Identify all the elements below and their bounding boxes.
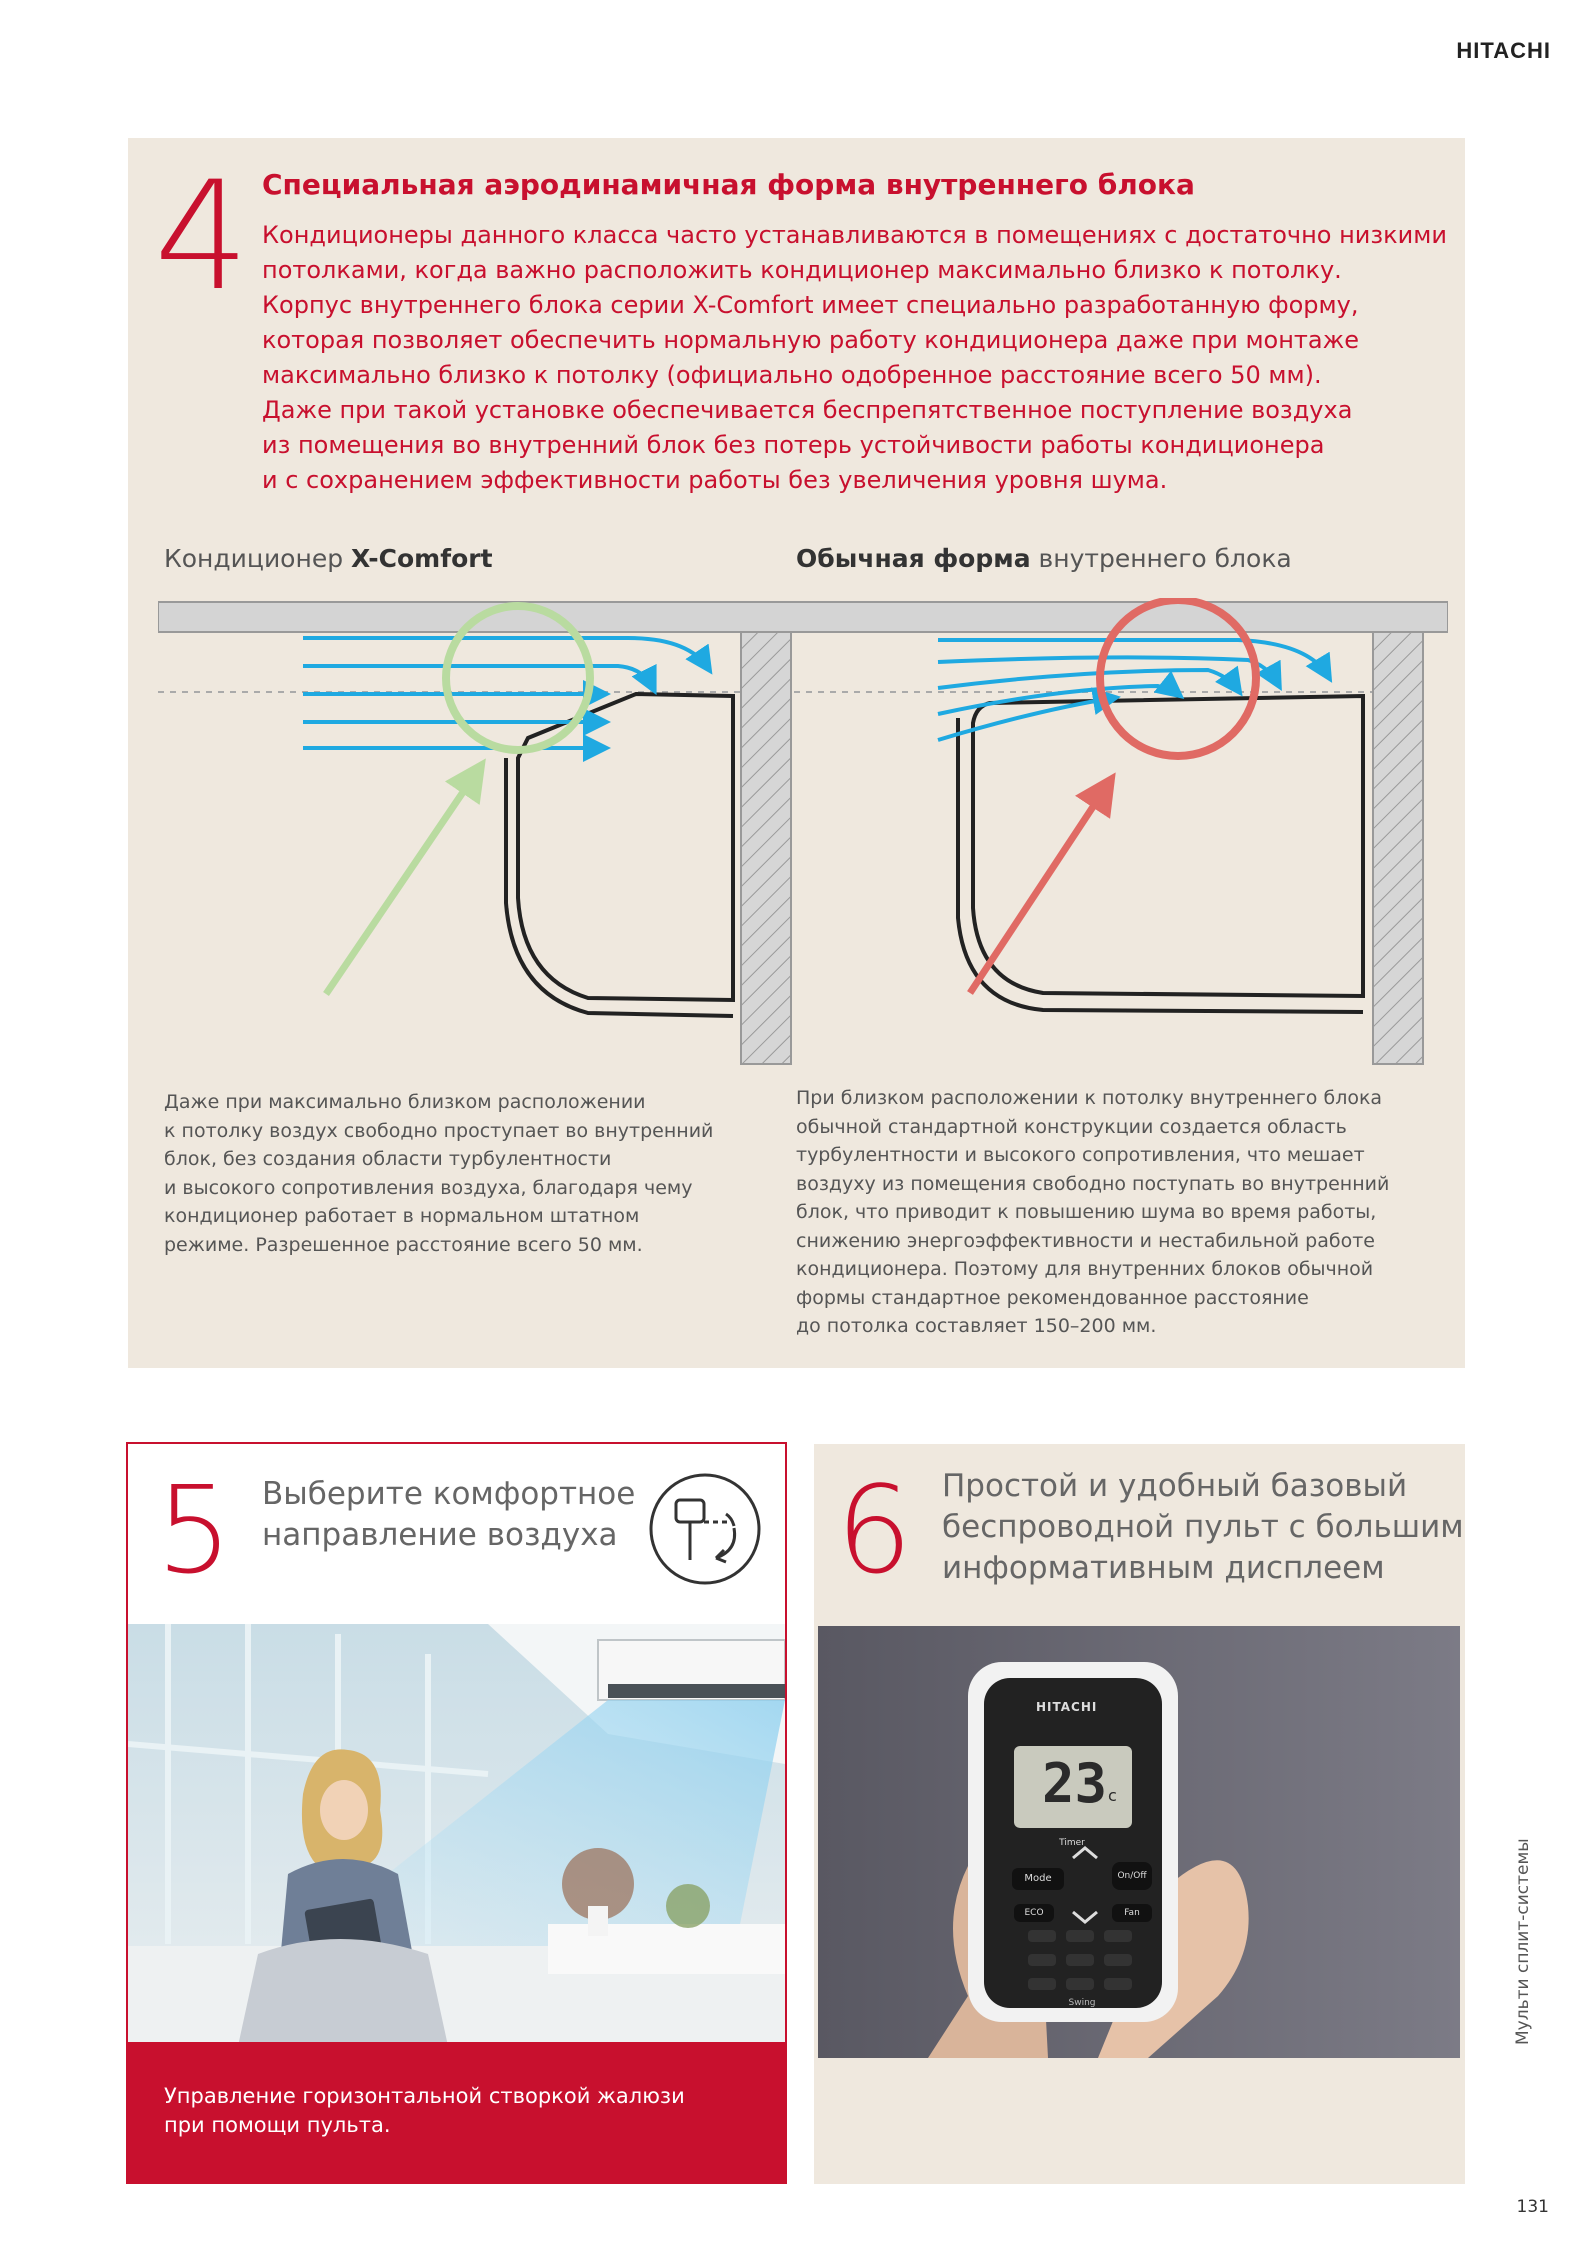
body-line: максимально близко к потолку (официально одобренное расстояние всего 50 мм).	[262, 361, 1322, 389]
left-wall	[741, 632, 791, 1064]
remote-fan-button: Fan	[1112, 1904, 1152, 1922]
body-line: которая позволяет обеспечить нормальную работу кондиционера даже при монтаже	[262, 326, 1360, 354]
section-4-number: 4	[154, 150, 250, 324]
body-line: Корпус внутреннего блока серии X-Comfort имеет специально разработанную форму,	[262, 291, 1359, 319]
body-line: и с сохранением эффективности работы без увеличения уровня шума.	[262, 466, 1168, 494]
right-diagram-label: Обычная форма внутреннего блока	[796, 544, 1292, 573]
living-room-photo	[128, 1624, 785, 2046]
section-6-heading: Простой и удобный базовый беспроводной пульт с большим информативным дисплеем	[942, 1468, 1464, 1586]
right-caption: При близком расположении к потолку внутреннего блока обычной стандартной конструкции создается область турбулентности и высокого сопротивления, что мешает воздуху из помещения свободно поступать во внутренний блок, что приводит к повышению шума во время работы, снижению энергоэффективности и нестабильной работе кондиционера. Поэтому для внутренних блоков обычной формы стандартное рекомендованное расстояние до потолка составляет 150–200 мм.	[796, 1087, 1390, 1337]
remote-mode-button: Mode	[1012, 1868, 1064, 1890]
ceiling	[158, 602, 1448, 632]
bad-zone-pointer	[970, 784, 1108, 993]
page-number: 131	[1516, 2197, 1549, 2217]
body-line: из помещения во внутренний блок без потерь устойчивости работы кондиционера	[262, 431, 1325, 459]
section-6-card	[814, 1444, 1465, 2184]
remote-power-button: On/Off	[1112, 1862, 1152, 1890]
section-5-number: 5	[156, 1462, 233, 1601]
airflow-arrow	[303, 638, 708, 668]
remote-brand: HITACHI	[1036, 1700, 1098, 1714]
remote-swing-label: Swing	[1068, 1998, 1096, 2008]
section-4-body	[262, 218, 1447, 498]
section-5-card	[126, 1442, 787, 2184]
left-diagram-label: Кондиционер X-Comfort	[164, 544, 493, 573]
caption-line: при помощи пульта.	[164, 2113, 391, 2137]
section-6-number: 6	[836, 1462, 913, 1601]
left-caption: Даже при максимально близком расположении к потолку воздух свободно проступает во внутренний блок, без создания области турбулентности и высокого сопротивления воздуха, благодаря чему кондиционер работает в нормальном штатном режиме. Разрешенное расстояние всего 50 мм.	[164, 1091, 714, 1256]
section-5-heading: Выберите комфортное направление воздуха	[262, 1476, 636, 1553]
airflow-arrow	[303, 666, 653, 688]
caption-line: Управление горизонтальной створкой жалюзи	[164, 2084, 685, 2108]
good-zone-pointer	[326, 770, 478, 994]
body-line: потолками, когда важно расположить кондиционер максимально близко к потолку.	[262, 256, 1342, 284]
remote-display-temp: 23	[1042, 1752, 1108, 1815]
section-4-panel	[128, 138, 1465, 1368]
body-line: Даже при такой установке обеспечивается беспрепятственное поступление воздуха	[262, 396, 1353, 424]
remote-display-unit: c	[1108, 1786, 1117, 1805]
brand-logo: HITACHI	[1456, 38, 1551, 63]
remote-photo	[818, 1626, 1460, 2058]
air-direction-icon	[646, 1470, 764, 1588]
right-wall	[1373, 632, 1423, 1064]
section-4-title: Специальная аэродинамичная форма внутреннего блока	[262, 168, 1195, 201]
remote-timer-label: Timer	[1059, 1838, 1085, 1848]
body-line: Кондиционеры данного класса часто устанавливаются в помещениях с достаточно низкими	[262, 221, 1447, 249]
remote-illustration	[818, 1626, 1460, 2058]
sidebar-section-label: Мульти сплит-системы	[1513, 1838, 1533, 2045]
airflow-arrow	[938, 670, 1238, 690]
section-5-caption-banner	[128, 2042, 785, 2182]
remote-eco-button: ECO	[1014, 1904, 1054, 1922]
ordinary-unit-shape	[973, 696, 1363, 996]
